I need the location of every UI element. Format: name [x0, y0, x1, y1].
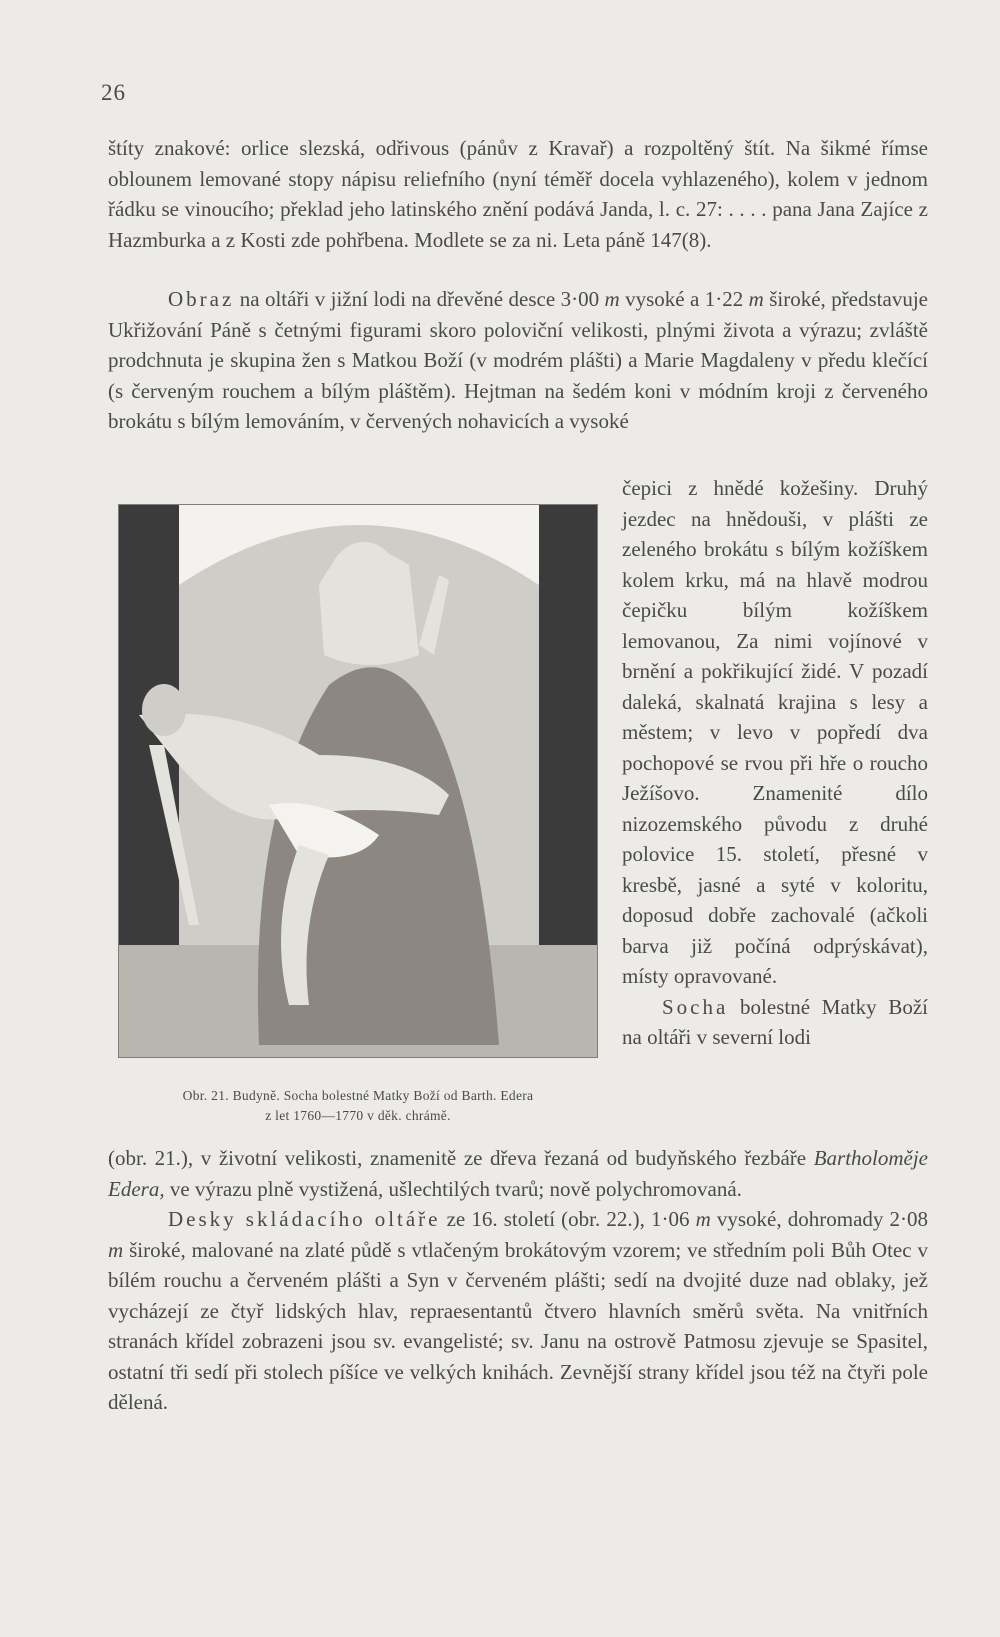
desky-lead: Desky skládacího oltáře [168, 1207, 441, 1231]
caption-line-2: z let 1760—1770 v děk. chrámě. [265, 1108, 451, 1123]
desky-text-1: ze 16. století (obr. 22.), 1·06 [440, 1207, 696, 1231]
desky-unit-1: m [695, 1207, 711, 1231]
obraz-unit-1: m [604, 287, 620, 311]
desky-text-2: vysoké, dohromady 2·08 [710, 1207, 928, 1231]
socha-text-body: bolestné Matky Boží na oltáři v severní lodi [622, 994, 928, 1049]
sculptor-name: Bartholoměje Edera, [108, 1146, 928, 1201]
after-text-2: ve výrazu plně vystižená, ušlechtilých tvarů; nově polychromovaná. [164, 1176, 742, 1201]
desky-text-3: široké, malované na zlaté půdě s vtlačeným brokátovým vzorem; ve středním poli Bůh Otec v bílém rouchu a červeném plášti a Syn v červeném plášti; sedí na dvojité duze nad oblaky, jež vycházejí ze čtyř lidských hlav, repraesentantů čtvero hlavních směrů světa. Na vnitřních stranách křídel zobrazeni jsou sv. evangelisté; sv. Janu na ostrově Patmosu zjevuje se Spasitel, ostatní tři sedí při stolech píšíce ve velkých knihách. Zevnější strany křídel jsou též na čtyři pole dělená. [108, 1237, 928, 1414]
intro-paragraph [108, 133, 928, 255]
obraz-text-3: široké, představuje Ukřižování Páně s četnými figurami skoro poloviční velikosti, plnými života a výrazu; zvláště prodchnuta je skupina žen s Matkou Boží (v modrém plášti) a Marie Magdaleny v předu klečící (s červeným rouchem a bílým pláštěm). Hejtman na šedém koni v módním kroji z červeného brokátu s bílým lemováním, v červených nohavicích a vysoké [108, 287, 928, 433]
pieta-illustration-icon [119, 505, 597, 1057]
caption-line-1: Obr. 21. Budyně. Socha bolestné Matky Boží od Barth. Edera [182, 1088, 534, 1103]
figure-pieta-photo [118, 504, 598, 1058]
desky-unit-2: m [108, 1237, 124, 1262]
obraz-text-1: na oltáři v jižní lodi na dřevěné desce 3·00 [234, 287, 605, 311]
wrap-text: čepici z hnědé kožešiny. Druhý jezdec na hnědouši, v plášti ze zeleného brokátu s bílým kožíškem kolem krku, má na hlavě modrou čepičku bílým kožíškem lemovanou, Za nimi vojínové v brnění a pokřikující židé. V pozadí daleká, skalnatá krajina s lesy a městem; v levo v popředí dva pochopové se rvou při hře o roucho Ježíšovo. Znamenité dílo nizozemského původu z druhé polovice 15. století, přesné v kresbě, jasné a syté v koloritu, doposud dobře zachovalé (ačkoli barva již počíná odprýskávat), místy opravované. [622, 476, 928, 988]
after-paragraph [108, 1143, 928, 1418]
socha-text [622, 992, 928, 1053]
after-text-1: (obr. 21.), v životní velikosti, znamenitě ze dřeva řezaná od budyňského řezbáře [108, 1146, 814, 1170]
obraz-text [108, 284, 928, 437]
obraz-unit-2: m [748, 287, 764, 311]
socha-lead: Socha [662, 994, 729, 1019]
obraz-text-2: vysoké a 1·22 [619, 287, 749, 311]
page-number: 26 [101, 80, 126, 105]
obraz-lead: Obraz [168, 287, 235, 311]
after-text [108, 1143, 928, 1204]
obraz-paragraph [108, 284, 928, 437]
desky-text [108, 1204, 928, 1418]
wrap-column [622, 473, 928, 1053]
intro-text: štíty znakové: orlice slezská, odřivous (pánův z Kravař) a rozpoltěný štít. Na šikmé římse oblounem lemované stopy nápisu reliefního (nyní téměř docela vyhlazeného), kolem v jednom řádku se vinoucího; překlad jeho latinského znění podává Janda, l. c. 27: . . . . pana Jana Zajíce z Hazmburka a z Kosti zde pohřbena. Modlete se za ni. Leta páně 147(8). [108, 136, 928, 252]
figure-caption [108, 1086, 608, 1126]
